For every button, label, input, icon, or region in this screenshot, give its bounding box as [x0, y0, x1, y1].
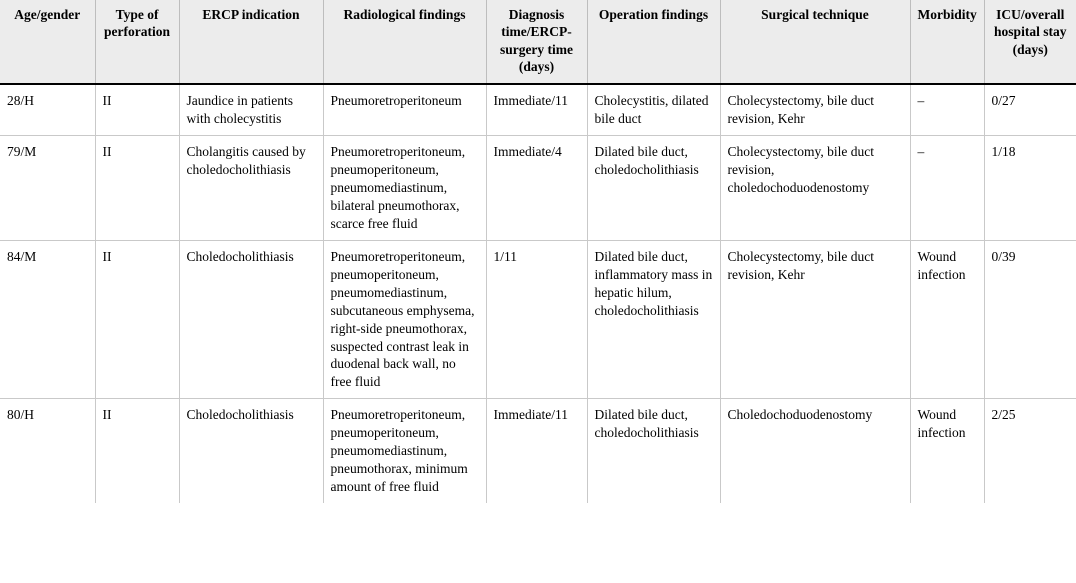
cell-icu-stay: 0/27: [984, 84, 1076, 135]
cell-morbidity: –: [910, 135, 984, 240]
cell-diagnosis-time: Immediate/11: [486, 399, 587, 503]
column-header-morbidity: Morbidity: [910, 0, 984, 84]
cell-operation-findings: Dilated bile duct, choledocholithiasis: [587, 135, 720, 240]
cell-age-gender: 80/H: [0, 399, 95, 503]
cell-surgical-technique: Cholecystectomy, bile duct revision, choledochoduodenostomy: [720, 135, 910, 240]
cell-diagnosis-time: Immediate/11: [486, 84, 587, 135]
cell-diagnosis-time: 1/11: [486, 240, 587, 399]
cell-operation-findings: Dilated bile duct, choledocholithiasis: [587, 399, 720, 503]
cell-age-gender: 28/H: [0, 84, 95, 135]
table-header-row: [0, 0, 1076, 84]
column-header-icu-stay: ICU/overall hospital stay (days): [984, 0, 1076, 84]
cell-radiological-findings: Pneumoretroperitoneum: [323, 84, 486, 135]
cell-age-gender: 79/M: [0, 135, 95, 240]
cell-ercp-indication: Choledocholithiasis: [179, 240, 323, 399]
cell-ercp-indication: Jaundice in patients with cholecystitis: [179, 84, 323, 135]
column-header-operation-findings: Operation findings: [587, 0, 720, 84]
cell-operation-findings: Cholecystitis, dilated bile duct: [587, 84, 720, 135]
cell-type-of-perforation: II: [95, 240, 179, 399]
column-header-radiological-findings: Radiological findings: [323, 0, 486, 84]
cell-ercp-indication: Cholangitis caused by choledocholithiasis: [179, 135, 323, 240]
cell-icu-stay: 1/18: [984, 135, 1076, 240]
table-body: [0, 84, 1076, 503]
cell-icu-stay: 2/25: [991, 407, 1016, 423]
table-row: [0, 135, 1076, 240]
column-header-type-of-perforation: Type of perforation: [95, 0, 179, 84]
column-header-diagnosis-time: Diagnosis time/ERCP-surgery time (days): [486, 0, 587, 84]
cell-surgical-technique: Cholecystectomy, bile duct revision, Kehr: [720, 240, 910, 399]
cell-morbidity: Wound infection: [910, 240, 984, 399]
cell-radiological-findings: Pneumoretroperitoneum, pneumoperitoneum, pneumomediastinum, bilateral pneumothorax, scarce free fluid: [323, 135, 486, 240]
column-header-ercp-indication: ERCP indication: [179, 0, 323, 84]
cell-age-gender: 84/M: [0, 240, 95, 399]
cell-radiological-findings: Pneumoretroperitoneum, pneumoperitoneum, pneumomediastinum, pneumothorax, minimum amount of free fluid: [323, 399, 486, 503]
cell-surgical-technique: Cholecystectomy, bile duct revision, Kehr: [720, 84, 910, 135]
cell-radiological-findings: Pneumoretroperitoneum, pneumoperitoneum, pneumomediastinum, subcutaneous emphysema, right-side pneumothorax, suspected contrast leak in duodenal back wall, no free fluid: [323, 240, 486, 399]
cell-ercp-indication: Choledocholithiasis: [179, 399, 323, 503]
cell-surgical-technique: Choledochoduodenostomy: [720, 399, 910, 503]
cell-type-of-perforation: II: [95, 84, 179, 135]
table-header: [0, 0, 1076, 84]
cell-diagnosis-time: Immediate/4: [486, 135, 587, 240]
cell-morbidity: –: [910, 84, 984, 135]
cell-icu-stay: 0/39: [984, 240, 1076, 399]
column-header-surgical-technique: Surgical technique: [720, 0, 910, 84]
cell-morbidity: Wound infection: [910, 399, 984, 503]
table-row: [0, 240, 1076, 399]
cell-type-of-perforation: II: [95, 135, 179, 240]
table-row: [0, 84, 1076, 135]
table-row: [0, 399, 1076, 503]
cell-operation-findings: Dilated bile duct, inflammatory mass in hepatic hilum, choledocholithiasis: [587, 240, 720, 399]
column-header-age-gender: Age/gender: [0, 0, 95, 84]
cell-type-of-perforation: II: [95, 399, 179, 503]
